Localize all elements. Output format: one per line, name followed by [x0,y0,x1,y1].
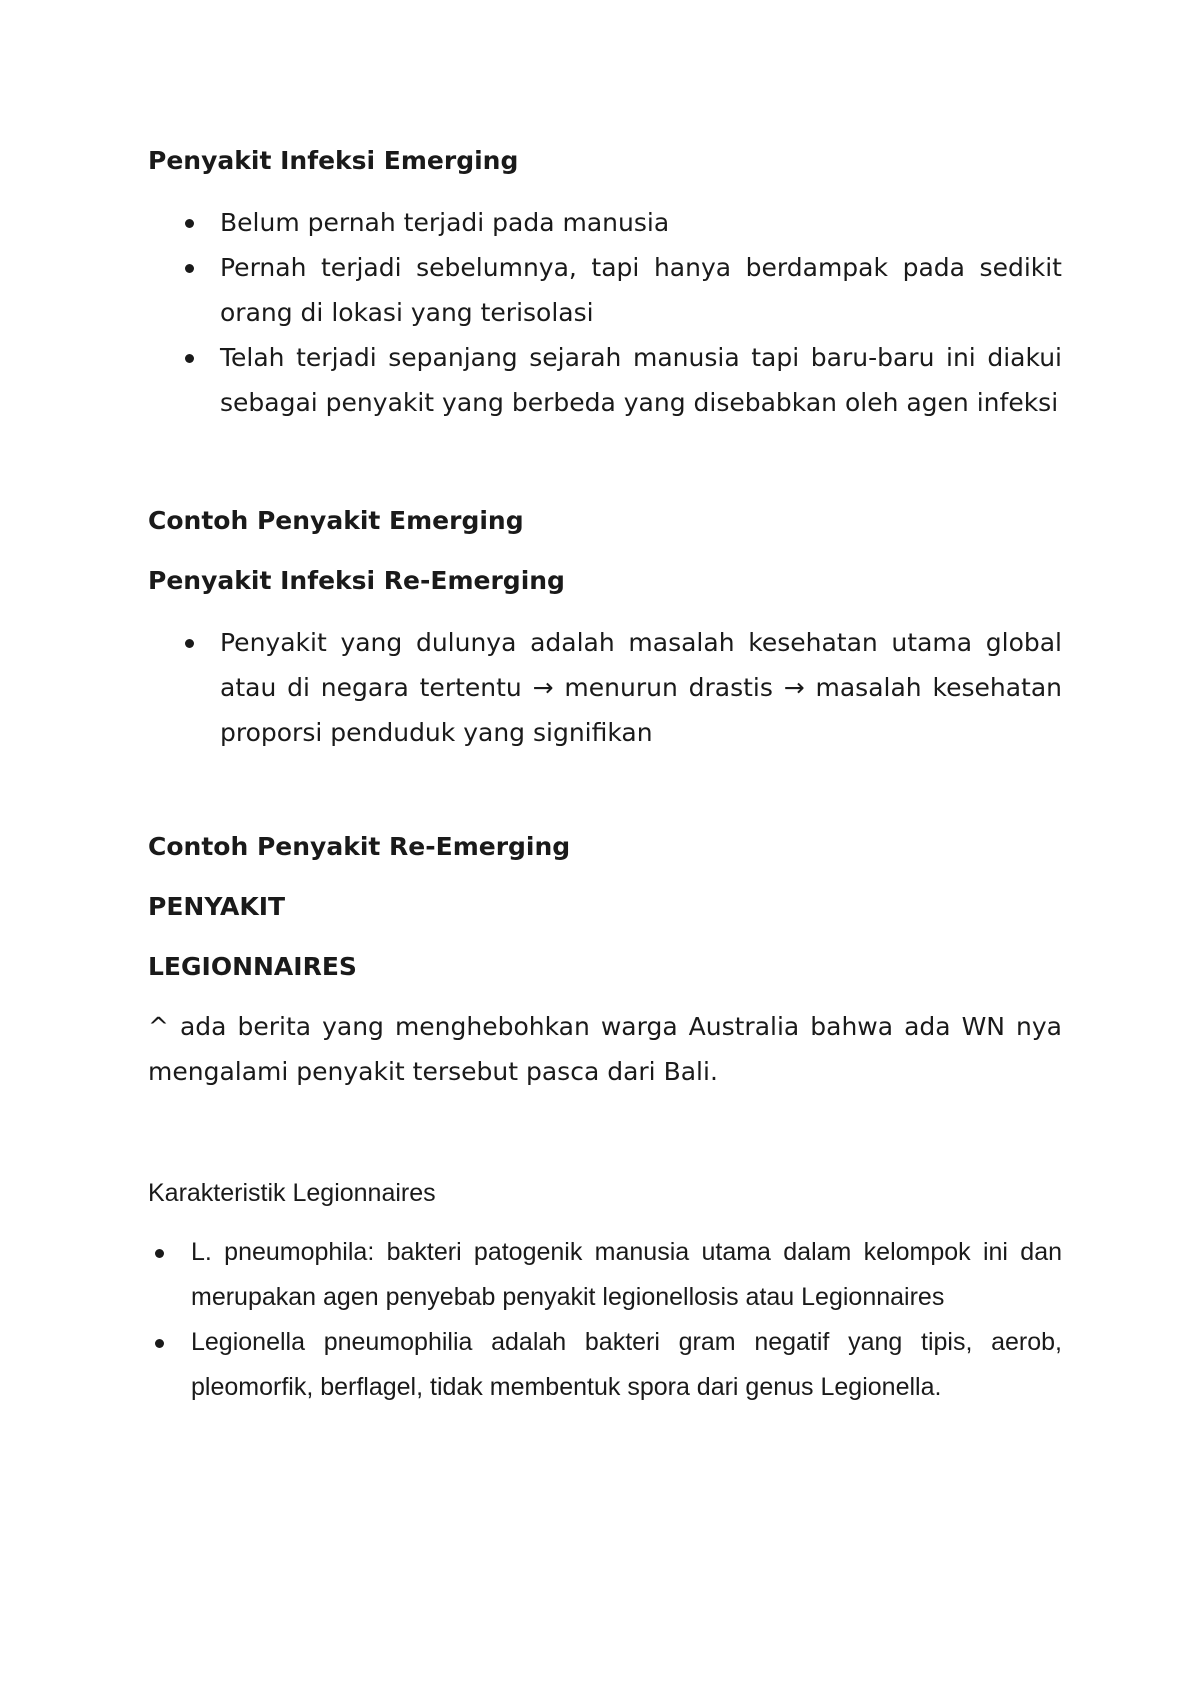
bullet-icon [155,1249,164,1258]
list-item [220,200,1062,245]
list-item-text: Belum pernah terjadi pada manusia [220,208,670,237]
bullet-icon [155,1339,164,1348]
list-item [220,335,1062,425]
re-emerging-bullet-list [220,620,1062,755]
list-item [191,1230,1062,1320]
list-item [220,245,1062,335]
karakteristik-bullet-list [191,1230,1062,1410]
bullet-icon [185,219,194,228]
bullet-icon [185,354,194,363]
list-item-text: Penyakit yang dulunya adalah masalah kesehatan utama global atau di negara tertentu → menurun drastis → masalah kesehatan proporsi penduduk yang signifikan [220,628,1062,747]
heading-penyakit: PENYAKIT [148,892,286,921]
heading-emerging: Penyakit Infeksi Emerging [148,146,519,175]
list-item [191,1320,1062,1410]
heading-contoh-emerging: Contoh Penyakit Emerging [148,506,524,535]
news-note: ^ ada berita yang menghebohkan warga Australia bahwa ada WN nya mengalami penyakit tersebut pasca dari Bali. [148,1012,1062,1086]
heading-re-emerging: Penyakit Infeksi Re-Emerging [148,566,565,595]
bullet-icon [185,639,194,648]
heading-karakteristik: Karakteristik Legionnaires [148,1179,436,1207]
heading-legionnaires: LEGIONNAIRES [148,952,357,981]
list-item-text: L. pneumophila: bakteri patogenik manusia utama dalam kelompok ini dan merupakan agen penyebab penyakit legionellosis atau Legionnaires [191,1238,1062,1311]
heading-contoh-re-emerging: Contoh Penyakit Re-Emerging [148,832,571,861]
emerging-bullet-list [220,200,1062,425]
list-item-text: Legionella pneumophilia adalah bakteri gram negatif yang tipis, aerob, pleomorfik, berflagel, tidak membentuk spora dari genus Legionella. [191,1328,1062,1401]
list-item-text: Telah terjadi sepanjang sejarah manusia tapi baru-baru ini diakui sebagai penyakit yang berbeda yang disebabkan oleh agen infeksi [220,343,1062,417]
list-item [220,620,1062,755]
list-item-text: Pernah terjadi sebelumnya, tapi hanya berdampak pada sedikit orang di lokasi yang terisolasi [220,253,1062,327]
bullet-icon [185,264,194,273]
